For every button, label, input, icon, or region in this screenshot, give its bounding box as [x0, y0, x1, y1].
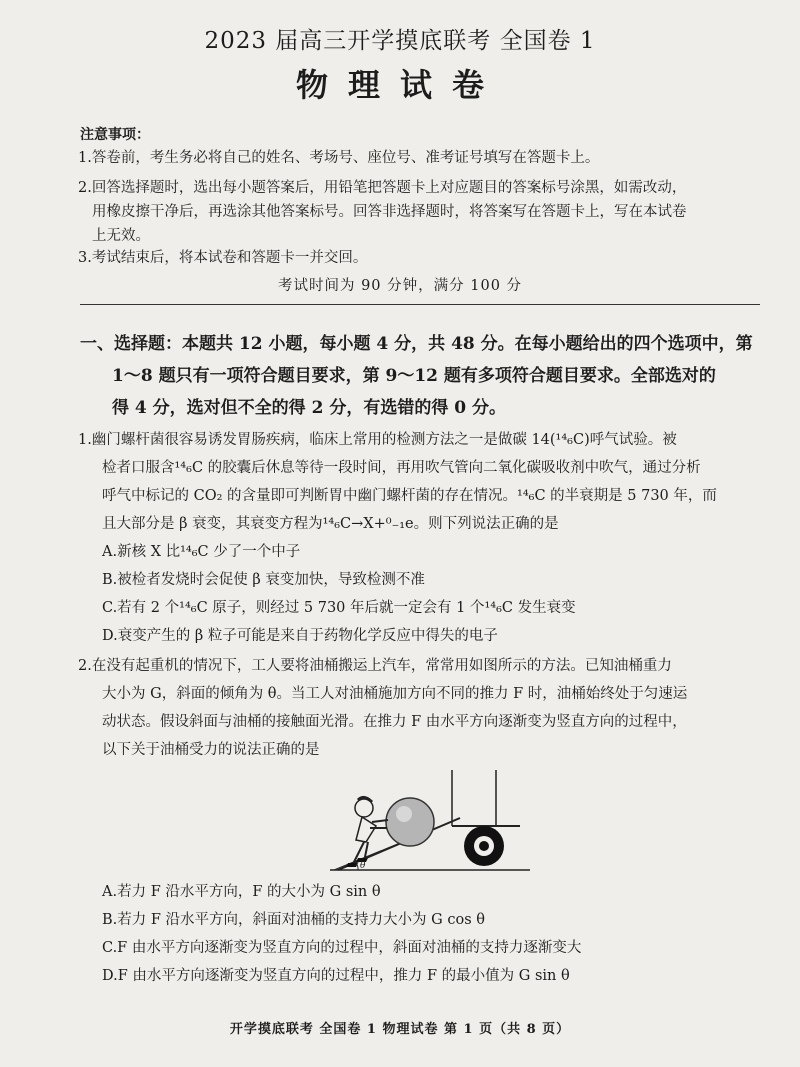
question-1-option-c: C.若有 2 个¹⁴₆C 原子，则经过 5 730 年后就一定会有 1 个¹⁴₆C 发生衰变: [102, 600, 576, 616]
exam-subject-title: 物理试卷: [295, 66, 504, 104]
notice-item-2-cont: 用橡皮擦干净后，再选涂其他答案标号。回答非选择题时，将答案写在答题卡上，写在本试卷: [92, 204, 687, 220]
notice-title: 注意事项：: [80, 127, 150, 143]
section-heading: 一、选择题：本题共 12 小题，每小题 4 分，共 48 分。在每小题给出的四个选项中，第: [80, 334, 753, 354]
angle-label: θ: [360, 861, 366, 871]
question-1-stem-cont3: 且大部分是 β 衰变，其衰变方程为¹⁴₆C→X+⁰₋₁e。则下列说法正确的是: [102, 516, 559, 532]
question-2-option-a: A.若力 F 沿水平方向，F 的大小为 G sin θ: [102, 884, 381, 900]
question-1-stem-cont: 检者口服含¹⁴₆C 的胶囊后休息等待一段时间，再用吹气管向二氧化碳吸收剂中吹气，通过分析: [102, 460, 701, 476]
question-2-stem-cont2: 动状态。假设斜面与油桶的接触面光滑。在推力 F 由水平方向逐渐变为竖直方向的过程中，: [102, 714, 687, 730]
page-footer: 开学摸底联考 全国卷 1 物理试卷 第 1 页（共 8 页）: [229, 1022, 571, 1037]
question-2-option-b: B.若力 F 沿水平方向，斜面对油桶的支持力大小为 G cos θ: [102, 912, 485, 928]
question-1-option-a: A.新核 X 比¹⁴₆C 少了一个中子: [102, 544, 301, 560]
question-2-stem-cont: 大小为 G，斜面的倾角为 θ。当工人对油桶施加方向不同的推力 F 时，油桶始终处于匀速运: [102, 686, 688, 702]
question-2-option-d: D.F 由水平方向逐渐变为竖直方向的过程中，推力 F 的最小值为 G sin θ: [102, 968, 570, 984]
oil-barrel-icon: [386, 798, 434, 846]
question-1-stem: 1.幽门螺杆菌很容易诱发胃肠疾病，临床上常用的检测方法之一是做碳 14(¹⁴₆C)呼气试验。被: [78, 432, 677, 448]
exam-time: 考试时间为 90 分钟，满分 100 分: [277, 278, 523, 294]
notice-item-2-cont2: 上无效。: [92, 228, 150, 244]
section-heading-cont2: 得 4 分，选对但不全的得 2 分，有选错的得 0 分。: [112, 398, 506, 418]
question-1-stem-cont2: 呼气中标记的 CO₂ 的含量即可判断胃中幽门螺杆菌的存在情况。¹⁴₆C 的半衰期是 5 730 年，而: [102, 488, 717, 504]
section-heading-cont: 1～8 题只有一项符合题目要求，第 9～12 题有多项符合题目要求。全部选对的: [112, 366, 716, 386]
oil-barrel-figure: [320, 770, 530, 880]
exam-header-title: 2023 届高三开学摸底联考 全国卷 1: [204, 28, 596, 54]
question-1-option-d: D.衰变产生的 β 粒子可能是来自于药物化学反应中得失的电子: [102, 628, 498, 644]
question-1-option-b: B.被检者发烧时会促使 β 衰变加快，导致检测不准: [102, 572, 425, 588]
notice-item-2: 2.回答选择题时，选出每小题答案后，用铅笔把答题卡上对应题目的答案标号涂黑，如需改动，: [78, 180, 687, 196]
worker-body-icon: [356, 817, 376, 842]
divider: [80, 304, 760, 305]
question-2-stem-cont3: 以下关于油桶受力的说法正确的是: [102, 742, 320, 758]
notice-item-3: 3.考试结束后，将本试卷和答题卡一并交回。: [78, 250, 368, 266]
question-2-option-c: C.F 由水平方向逐渐变为竖直方向的过程中，斜面对油桶的支持力逐渐变大: [102, 940, 582, 956]
question-2-stem: 2.在没有起重机的情况下，工人要将油桶搬运上汽车，常常用如图所示的方法。已知油桶重力: [78, 658, 672, 674]
notice-item-1: 1.答卷前，考生务必将自己的姓名、考场号、座位号、准考证号填写在答题卡上。: [78, 150, 600, 166]
